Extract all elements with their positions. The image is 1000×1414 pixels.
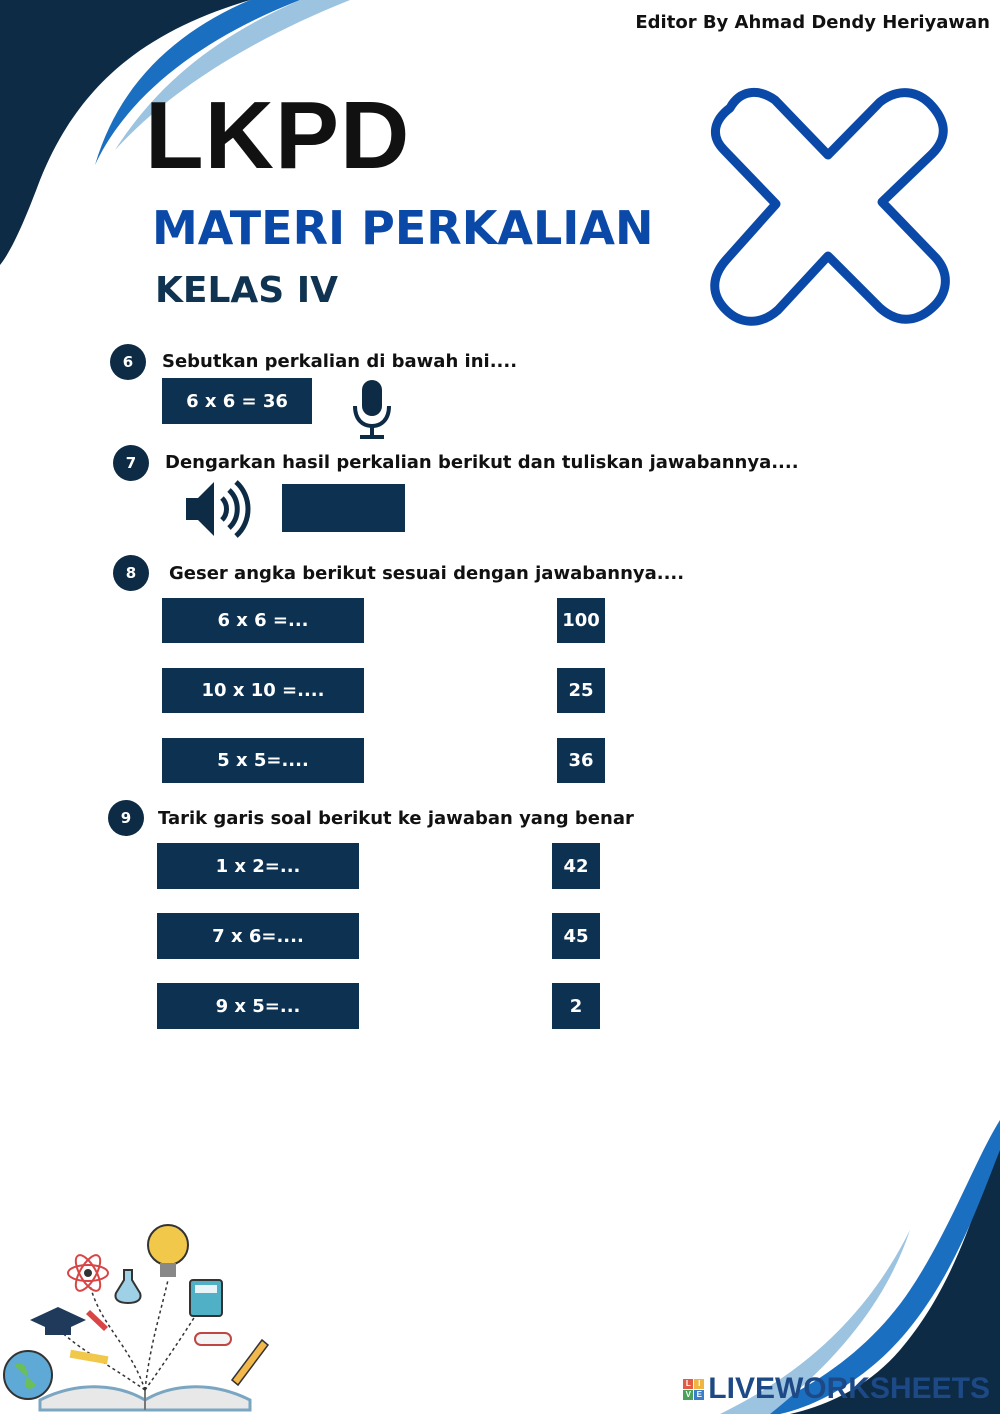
drag-item[interactable]: 5 x 5=.... bbox=[162, 738, 364, 783]
class-label: KELAS IV bbox=[155, 270, 339, 311]
drop-answer[interactable]: 25 bbox=[557, 668, 605, 713]
question-number: 7 bbox=[113, 445, 149, 481]
drop-answer[interactable]: 100 bbox=[557, 598, 605, 643]
match-item[interactable]: 9 x 5=... bbox=[157, 983, 359, 1029]
bottom-right-wave-decoration bbox=[680, 1120, 1000, 1414]
match-item[interactable]: 7 x 6=.... bbox=[157, 913, 359, 959]
question-prompt: Tarik garis soal berikut ke jawaban yang benar bbox=[158, 808, 634, 829]
drop-answer[interactable]: 36 bbox=[557, 738, 605, 783]
liveworksheets-logo-text: LIVEWORKSHEETS bbox=[708, 1372, 990, 1405]
drag-item[interactable]: 10 x 10 =.... bbox=[162, 668, 364, 713]
answer-input[interactable] bbox=[282, 484, 405, 532]
logo-mark-letter: E bbox=[694, 1390, 704, 1400]
question-number: 6 bbox=[110, 344, 146, 380]
drag-item[interactable]: 6 x 6 =... bbox=[162, 598, 364, 643]
page-subtitle: MATERI PERKALIAN bbox=[152, 201, 654, 255]
question-6-box: 6 x 6 = 36 bbox=[162, 378, 312, 424]
logo-mark-letter: V bbox=[683, 1390, 693, 1400]
match-answer[interactable]: 2 bbox=[552, 983, 600, 1029]
speaker-icon[interactable] bbox=[184, 478, 254, 540]
question-prompt: Geser angka berikut sesuai dengan jawabannya.... bbox=[169, 563, 685, 584]
match-answer[interactable]: 42 bbox=[552, 843, 600, 889]
page-title: LKPD bbox=[145, 82, 411, 189]
question-prompt: Sebutkan perkalian di bawah ini.... bbox=[162, 351, 518, 372]
question-prompt: Dengarkan hasil perkalian berikut dan tuliskan jawabannya.... bbox=[165, 452, 799, 473]
match-item[interactable]: 1 x 2=... bbox=[157, 843, 359, 889]
logo-mark-letter: L bbox=[683, 1379, 693, 1389]
logo-mark-letter: I bbox=[694, 1379, 704, 1389]
question-number: 8 bbox=[113, 555, 149, 591]
multiplication-icon bbox=[700, 80, 965, 330]
education-illustration bbox=[0, 1215, 290, 1414]
microphone-icon[interactable] bbox=[350, 378, 394, 440]
editor-credit: Editor By Ahmad Dendy Heriyawan bbox=[635, 12, 990, 33]
liveworksheets-logo-mark bbox=[683, 1379, 704, 1400]
question-number: 9 bbox=[108, 800, 144, 836]
liveworksheets-logo[interactable] bbox=[683, 1372, 990, 1406]
match-answer[interactable]: 45 bbox=[552, 913, 600, 959]
